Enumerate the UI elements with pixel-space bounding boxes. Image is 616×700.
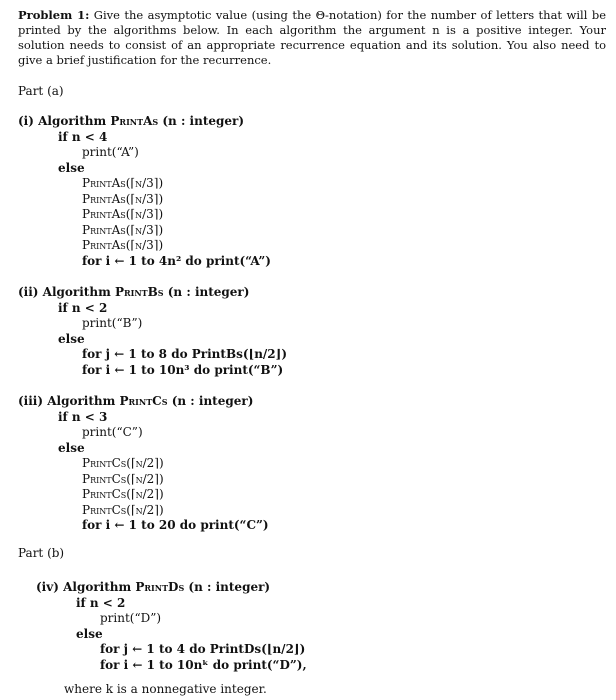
body-line: for i ← 1 to 20 do print(“C”) [82,518,269,532]
algorithm-header: (iii) Algorithm PrintCs (n : integer) [18,394,254,408]
base-case-line: print(“A”) [82,145,139,159]
algorithm-number: (iv) [36,580,59,594]
else-line: else [76,626,103,641]
body-line: PrintAs(⌈n/3⌉) [82,207,164,221]
condition-line: if n < 2 [58,300,108,315]
algorithm-header: (ii) Algorithm PrintBs (n : integer) [18,285,250,299]
body-line: for i ← 1 to 4n² do print(“A”) [82,253,271,268]
body-line: PrintCs(⌈n/2⌉) [82,456,164,470]
condition-line: if n < 2 [76,595,126,610]
body-line: PrintCs(⌈n/2⌉) [82,487,164,501]
body-line: PrintCs(⌈n/2⌉) [82,471,164,486]
problem-statement [18,8,606,68]
problem-text: Give the asymptotic value (using the Θ-notation) for the number of letters that will be printed by the algorithms below. In each algorithm the argument n is a positive integer. Your solution needs to consist of an appropriate recurrence equation and its solution. You also need to give a brief justification for the recurrence. [18,8,606,67]
footnote: where k is a nonnegative integer. [64,682,267,696]
condition-line: if n < 4 [58,129,108,144]
algorithm-signature: (n : integer) [167,285,250,299]
body-line: for j ← 1 to 4 do PrintDs(⌊n/2⌋) [100,642,306,656]
algorithm-name: PrintCs [119,394,168,408]
else-line: else [58,160,85,175]
problem-heading: Problem 1: [18,8,90,22]
algorithm-number: (i) [18,114,34,128]
body-line: PrintAs(⌈n/3⌉) [82,176,164,190]
base-case-line: print(“B”) [82,316,143,330]
base-case-line: print(“C”) [82,425,143,439]
algorithm-number: (iii) [18,394,44,408]
body-line: for i ← 1 to 10n³ do print(“B”) [82,362,284,377]
base-case-line: print(“D”) [100,611,162,625]
algorithm-number: (ii) [18,285,39,299]
algorithm-signature: (n : integer) [188,580,271,594]
algorithm-iii [18,394,269,534]
algorithm-signature: (n : integer) [162,114,245,128]
algorithm-header: (iv) Algorithm PrintDs (n : integer) [36,580,271,594]
algorithm-name: PrintAs [110,114,159,128]
algorithm-iv [36,580,307,673]
algorithm-header: (i) Algorithm PrintAs (n : integer) [18,114,245,128]
body-line: for i ← 1 to 10nᵏ do print(“D”), [100,657,307,672]
algorithm-signature: (n : integer) [171,394,254,408]
body-line: for j ← 1 to 8 do PrintBs(⌊n/2⌋) [82,347,288,361]
else-line: else [58,331,85,346]
part-a-label: Part (a) [18,84,64,98]
algorithm-i [18,114,271,269]
algorithm-name: PrintBs [114,285,164,299]
part-b-label: Part (b) [18,546,65,560]
body-line: PrintAs(⌈n/3⌉) [82,222,164,237]
body-line: PrintCs(⌈n/2⌉) [82,502,164,517]
body-line: PrintAs(⌈n/3⌉) [82,191,164,206]
body-line: PrintAs(⌈n/3⌉) [82,238,164,252]
condition-line: if n < 3 [58,409,108,424]
else-line: else [58,440,85,455]
algorithm-name: PrintDs [135,580,185,594]
algorithm-ii [18,285,287,378]
